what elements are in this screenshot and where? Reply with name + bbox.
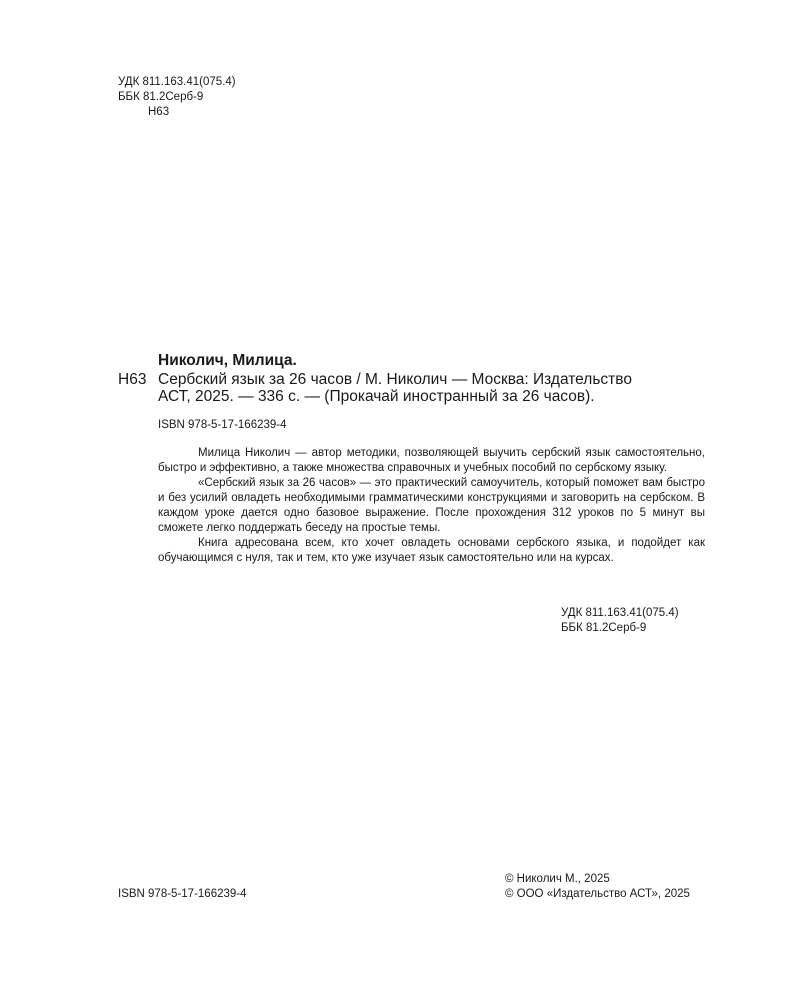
bbk-code-bottom: ББК 81.2Серб-9	[561, 622, 647, 634]
copyright-author: © Николич М., 2025	[505, 873, 610, 885]
author-sign: Н63	[118, 371, 147, 388]
bbk-code-top: ББК 81.2Серб-9	[118, 91, 204, 103]
title-line-2: АСТ, 2025. — 336 с. — (Прокачай иностранный за 26 часов).	[158, 388, 595, 405]
author-heading: Николич, Милица.	[158, 352, 297, 369]
annotation-paragraph-3: Книга адресована всем, кто хочет овладеть основами сербского языка, и подойдет как обучающимся с нуля, так и тем, кто уже изучает язык самостоятельно или на курсах.	[158, 537, 705, 564]
isbn-entry: ISBN 978-5-17-166239-4	[158, 419, 287, 431]
annotation-paragraph-1: Милица Николич — автор методики, позволяющей выучить сербский язык самостоятельно, быстро и эффективно, а также множества справочных и учебных пособий по сербскому языку.	[158, 447, 705, 474]
isbn-footer: ISBN 978-5-17-166239-4	[118, 888, 247, 900]
udk-code-bottom: УДК 811.163.41(075.4)	[561, 607, 679, 619]
annotation	[158, 446, 705, 566]
author-sign-top: Н63	[148, 106, 170, 118]
copyright-publisher: © ООО «Издательство АСТ», 2025	[505, 888, 690, 900]
udk-code-top: УДК 811.163.41(075.4)	[118, 76, 236, 88]
annotation-paragraph-2: «Сербский язык за 26 часов» — это практический самоучитель, который поможет вам быстро и без усилий овладеть необходимыми грамматическими конструкциями и заговорить на сербском. В каждом уроке дается одно базовое выражение. После прохождения 312 уроков по 5 минут вы сможете легко поддержать беседу на простые темы.	[158, 477, 705, 534]
title-line-1: Сербский язык за 26 часов / М. Николич — Москва: Издательство	[158, 371, 632, 388]
